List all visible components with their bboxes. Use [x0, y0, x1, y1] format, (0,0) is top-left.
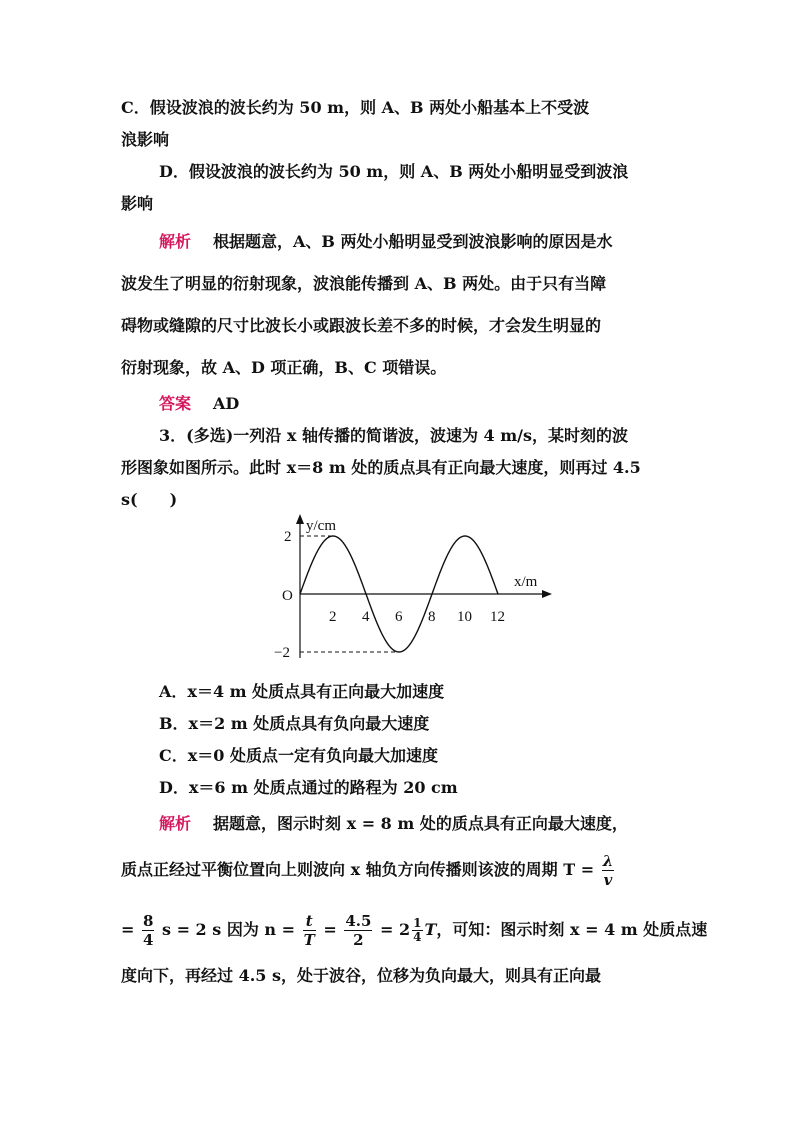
option-d-prev-line1: D．假设波浪的波长约为 50 m，则 A、B 两处小船明显受到波浪: [159, 162, 629, 181]
option3-a: A．x＝4 m 处质点具有正向最大加速度: [159, 682, 445, 701]
fraction-4.5-over-2: $\frac{4.5}{2}$: [345, 912, 372, 949]
x-tick-label: 10: [457, 609, 472, 625]
analysis1-line2: 波发生了明显的衍射现象，波浪能传播到 A、B 两处。由于只有当障: [121, 274, 607, 293]
fraction-1-over-4: $\frac{1}{4}$: [413, 916, 422, 944]
y-tick-label: 2: [284, 529, 292, 545]
fraction-lambda-over-v: $\frac{\lambda}{v}$: [602, 852, 614, 889]
answer-value: AD: [213, 394, 240, 413]
analysis-label: 解析: [159, 232, 192, 251]
x-axis-arrow: [542, 590, 552, 598]
option-c-prev-line2: 浪影响: [121, 130, 170, 149]
question3-line3: s( ): [121, 490, 178, 509]
option-d-prev-line2: 影响: [121, 194, 154, 213]
wave-chart: [250, 510, 560, 660]
analysis2-line3: = $\frac{8}{4}$ s = 2 s 因为 n = $\frac{t}{T}$ = $\frac{4.5}{2}$ = 2 $\frac{1}{4}$ T，可知：图示时刻 x = 4 m 处质点速: [121, 912, 708, 949]
analysis1-line1: 解析 根据题意，A、B 两处小船明显受到波浪影响的原因是水: [159, 232, 613, 251]
analysis2-line1: 解析 据题意，图示时刻 x = 8 m 处的质点具有正向最大速度，: [159, 814, 628, 833]
analysis-label-2: 解析: [159, 814, 192, 833]
answer-label: 答案: [159, 394, 192, 413]
x-tick-label: 12: [490, 609, 505, 625]
option-c-prev-line1: C．假设波浪的波长约为 50 m，则 A、B 两处小船基本上不受波: [121, 98, 590, 117]
y-tick-label: −2: [274, 645, 290, 660]
answer1: [0, 394, 794, 414]
y-axis-label: y/cm: [306, 518, 336, 534]
analysis1-line4: 衍射现象，故 A、D 项正确，B、C 项错误。: [121, 358, 447, 377]
x-tick-label: 8: [428, 609, 436, 625]
x-tick-label: 4: [362, 609, 370, 625]
fraction-t-over-T: $\frac{t}{T}$: [303, 912, 315, 949]
analysis2-line4: 度向下，再经过 4.5 s，处于波谷，位移为负向最大，则具有正向最: [121, 966, 601, 985]
analysis1-line3: 碍物或缝隙的尺寸比波长小或跟波长差不多的时候，才会发生明显的: [121, 316, 602, 335]
x-tick-label: 2: [329, 609, 337, 625]
question3-line2: 形图象如图所示。此时 x＝8 m 处的质点具有正向最大速度，则再过 4.5: [121, 458, 641, 477]
x-tick-label: 6: [395, 609, 403, 625]
option3-c: C．x＝0 处质点一定有负向最大加速度: [159, 746, 438, 765]
x-axis-label: x/m: [514, 574, 538, 590]
origin-label: O: [282, 588, 293, 604]
fraction-8-over-4: $\frac{8}{4}$: [142, 912, 154, 949]
analysis2-line2: 质点正经过平衡位置向上则波向 x 轴负方向传播则该波的周期 T = $\frac{\lambda}{v}$: [121, 852, 614, 889]
y-axis-arrow: [296, 514, 304, 524]
option3-d: D．x＝6 m 处质点通过的路程为 20 cm: [159, 778, 458, 797]
question3-line1: 3．(多选)一列沿 x 轴传播的简谐波，波速为 4 m/s，某时刻的波: [159, 426, 629, 445]
option3-b: B．x＝2 m 处质点具有负向最大速度: [159, 714, 430, 733]
